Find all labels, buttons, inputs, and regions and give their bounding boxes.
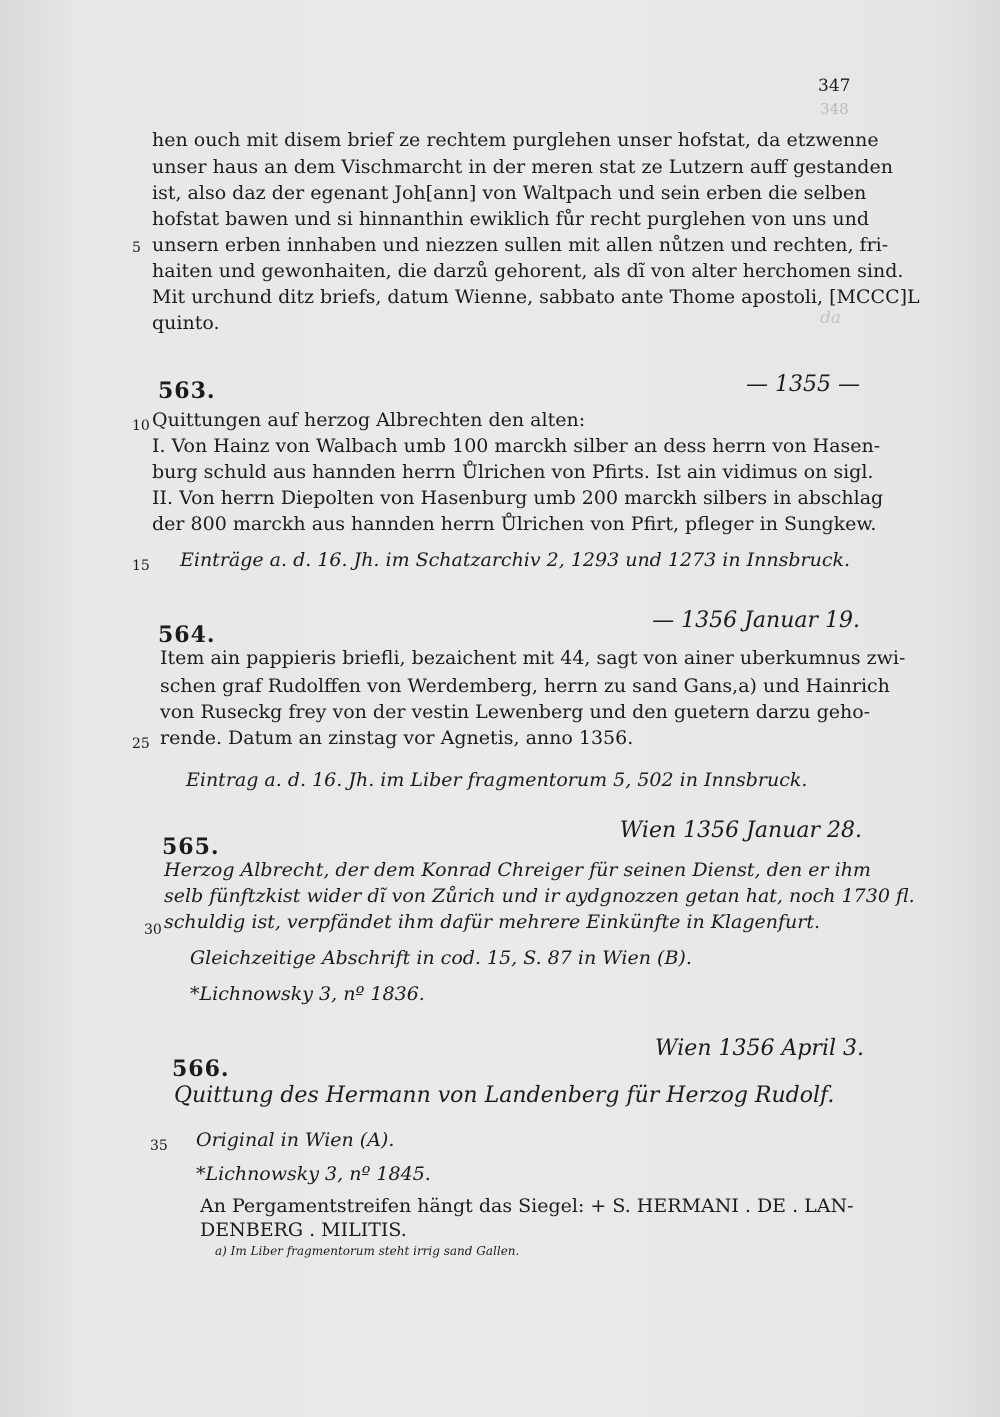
entry-date: Wien 1356 Januar 28. <box>619 818 862 843</box>
text-line: selb fünftzkist wider dĩ von Zůrich und ir aydgnozzen getan hat, noch 1730 fl. <box>164 885 915 907</box>
entry-date: — 1355 — <box>746 372 860 397</box>
text-line: Quittungen auf herzog Albrechten den alten: <box>152 409 586 431</box>
text-line: quinto. <box>152 312 220 334</box>
text-line: hen ouch mit disem brief ze rechtem purglehen unser hofstat, da etzwenne <box>152 129 879 151</box>
source-note: Gleichzeitige Abschrift in cod. 15, S. 87 in Wien (B). <box>190 947 692 969</box>
text-line: schuldig ist, verpfändet ihm dafür mehrere Einkünfte in Klagenfurt. <box>164 911 821 933</box>
entry-number: 566. <box>172 1056 230 1082</box>
text-line: burg schuld aus hannden herrn Ůlrichen von Pfirts. Ist ain vidimus on sigl. <box>152 461 874 483</box>
text-line: unsern erben innhaben und niezzen sullen mit allen nůtzen und rechten, fri- <box>152 234 889 256</box>
text-line: unser haus an dem Vischmarcht in der meren stat ze Lutzern auff gestanden <box>152 156 893 178</box>
text-line: hofstat bawen und si hinnanthin ewiklich fůr recht purglehen von uns und <box>152 208 869 230</box>
text-line: rende. Datum an zinstag vor Agnetis, anno 1356. <box>160 727 634 749</box>
text-line: der 800 marckh aus hannden herrn Ůlrichen von Pfirt, pfleger in Sungkew. <box>152 513 877 535</box>
entry-date: Wien 1356 April 3. <box>655 1036 864 1061</box>
entry-number: 563. <box>158 378 216 404</box>
text-line: Mit urchund ditz briefs, datum Wienne, sabbato ante Thome apostoli, [MCCC]L <box>152 286 920 308</box>
reference-note: *Lichnowsky 3, nº 1836. <box>190 983 425 1005</box>
text-line: ist, also daz der egenant Joh[ann] von Waltpach und sein erben die selben <box>152 182 867 204</box>
entry-number: 564. <box>158 622 216 648</box>
reference-note: *Lichnowsky 3, nº 1845. <box>196 1163 431 1185</box>
text-line: Item ain pappieris briefli, bezaichent mit 44, sagt von ainer uberkumnus zwi- <box>160 647 906 669</box>
line-number: 10 <box>132 418 150 434</box>
bleed-through-mark: da <box>820 308 842 328</box>
text-line: von Ruseckg frey von der vestin Lewenberg und den guetern darzu geho- <box>160 701 871 723</box>
text-line: I. Von Hainz von Walbach umb 100 marckh silber an dess herrn von Hasen- <box>152 435 881 457</box>
text-line: haiten und gewonhaiten, die darzů gehorent, als dĩ von alter herchomen sind. <box>152 260 904 282</box>
seal-description: DENBERG . MILITIS. <box>200 1219 407 1241</box>
source-note: Einträge a. d. 16. Jh. im Schatzarchiv 2, 1293 und 1273 in Innsbruck. <box>180 549 851 571</box>
line-number: 30 <box>144 922 162 938</box>
line-number: 5 <box>132 240 141 256</box>
bleed-through-mark: 348 <box>820 100 849 118</box>
page-number: 347 <box>818 76 851 96</box>
source-note: Original in Wien (A). <box>196 1129 395 1151</box>
entry-number: 565. <box>162 834 220 860</box>
seal-description: An Pergamentstreifen hängt das Siegel: + S. HERMANI . DE . LAN- <box>200 1195 854 1217</box>
source-note: Eintrag a. d. 16. Jh. im Liber fragmentorum 5, 502 in Innsbruck. <box>186 769 808 791</box>
line-number: 15 <box>132 558 150 574</box>
text-line: Herzog Albrecht, der dem Konrad Chreiger für seinen Dienst, den er ihm <box>164 859 871 881</box>
entry-title: Quittung des Hermann von Landenberg für Herzog Rudolf. <box>174 1083 835 1108</box>
text-line: II. Von herrn Diepolten von Hasenburg umb 200 marckh silbers in abschlag <box>152 487 884 509</box>
text-line: schen graf Rudolffen von Werdemberg, herrn zu sand Gans,a) und Hainrich <box>160 675 890 697</box>
footnote: a) Im Liber fragmentorum steht irrig sand Gallen. <box>215 1244 520 1258</box>
entry-date: — 1356 Januar 19. <box>652 608 860 633</box>
line-number: 25 <box>132 736 150 752</box>
line-number: 35 <box>150 1138 168 1154</box>
